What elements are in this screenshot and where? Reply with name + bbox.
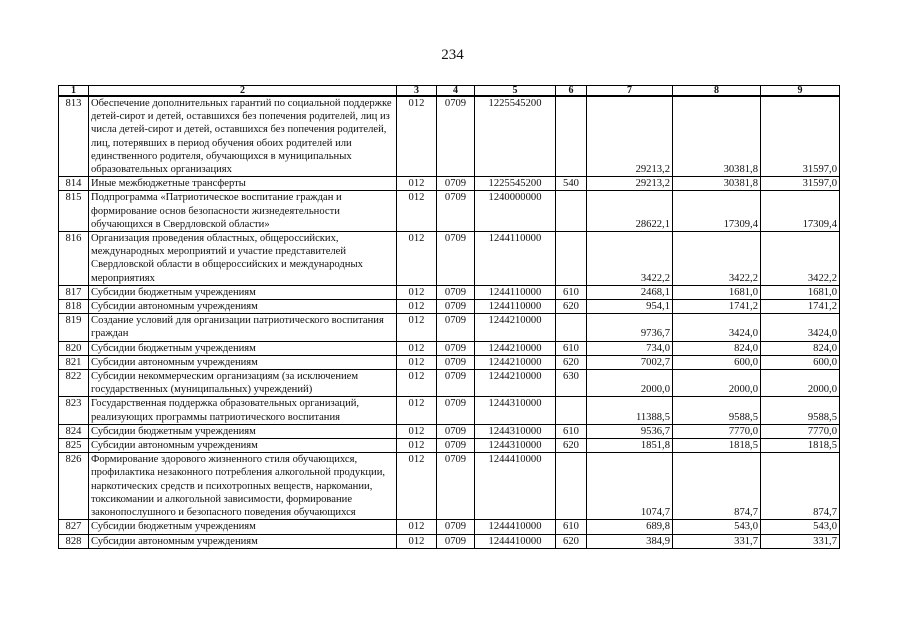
row-number: 827 [59,520,89,534]
row-expense-type [556,314,587,341]
row-number: 818 [59,300,89,314]
row-number: 820 [59,341,89,355]
row-description: Субсидии бюджетным учреждениям [89,341,397,355]
row-expense-type: 620 [556,355,587,369]
header-cell: 2 [89,86,397,97]
table-row [59,232,840,286]
row-expense-type: 610 [556,285,587,299]
row-section-code: 0709 [437,439,475,453]
row-expense-type: 630 [556,370,587,397]
header-cell: 1 [59,86,89,97]
row-amount-year2: 824,0 [673,341,761,355]
row-amount-year2: 1818,5 [673,439,761,453]
row-ministry-code: 012 [397,439,437,453]
row-target-code: 1244210000 [475,370,556,397]
table-header-row [59,86,840,97]
row-amount-year2: 600,0 [673,355,761,369]
row-number: 826 [59,453,89,520]
row-number: 815 [59,191,89,232]
row-number: 814 [59,177,89,191]
row-description: Субсидии автономным учреждениям [89,355,397,369]
table-row [59,534,840,548]
row-ministry-code: 012 [397,341,437,355]
table-row [59,300,840,314]
row-amount-year1: 689,8 [587,520,673,534]
row-ministry-code: 012 [397,520,437,534]
table-row [59,191,840,232]
header-cell: 9 [761,86,840,97]
row-expense-type [556,191,587,232]
row-description: Субсидии автономным учреждениям [89,300,397,314]
row-ministry-code: 012 [397,424,437,438]
row-ministry-code: 012 [397,397,437,424]
row-amount-year1: 3422,2 [587,232,673,286]
row-amount-year1: 1851,8 [587,439,673,453]
row-section-code: 0709 [437,520,475,534]
table-row [59,341,840,355]
row-description: Субсидии бюджетным учреждениям [89,424,397,438]
row-ministry-code: 012 [397,370,437,397]
row-number: 821 [59,355,89,369]
row-number: 813 [59,96,89,177]
row-ministry-code: 012 [397,96,437,177]
row-section-code: 0709 [437,232,475,286]
row-description: Иные межбюджетные трансферты [89,177,397,191]
row-amount-year1: 734,0 [587,341,673,355]
row-number: 819 [59,314,89,341]
row-target-code: 1244310000 [475,397,556,424]
row-amount-year2: 30381,8 [673,96,761,177]
row-section-code: 0709 [437,341,475,355]
row-expense-type [556,453,587,520]
row-number: 822 [59,370,89,397]
table-row [59,520,840,534]
row-amount-year2: 331,7 [673,534,761,548]
table-row [59,285,840,299]
row-description: Субсидии бюджетным учреждениям [89,520,397,534]
row-section-code: 0709 [437,285,475,299]
row-section-code: 0709 [437,177,475,191]
row-amount-year3: 1818,5 [761,439,840,453]
table-row [59,314,840,341]
row-number: 823 [59,397,89,424]
table-row [59,355,840,369]
table-row [59,96,840,177]
row-expense-type: 620 [556,300,587,314]
row-section-code: 0709 [437,424,475,438]
header-cell: 7 [587,86,673,97]
row-amount-year1: 29213,2 [587,177,673,191]
row-amount-year3: 600,0 [761,355,840,369]
row-description: Подпрограмма «Патриотическое воспитание граждан и формирование основ безопасности жизнедеятельности обучающихся в Свердловской области» [89,191,397,232]
row-section-code: 0709 [437,314,475,341]
row-ministry-code: 012 [397,534,437,548]
row-expense-type: 540 [556,177,587,191]
row-amount-year2: 30381,8 [673,177,761,191]
row-amount-year3: 3422,2 [761,232,840,286]
row-amount-year3: 31597,0 [761,177,840,191]
header-cell: 5 [475,86,556,97]
row-number: 824 [59,424,89,438]
row-target-code: 1240000000 [475,191,556,232]
row-amount-year1: 2468,1 [587,285,673,299]
row-target-code: 1244410000 [475,453,556,520]
row-target-code: 1244210000 [475,314,556,341]
table-row [59,370,840,397]
table-row [59,397,840,424]
row-description: Субсидии некоммерческим организациям (за исключением государственных (муниципальных) учреждений) [89,370,397,397]
table-row [59,439,840,453]
row-amount-year3: 17309,4 [761,191,840,232]
row-target-code: 1244110000 [475,300,556,314]
row-expense-type: 620 [556,534,587,548]
header-cell: 6 [556,86,587,97]
row-amount-year3: 543,0 [761,520,840,534]
row-amount-year2: 7770,0 [673,424,761,438]
row-amount-year3: 824,0 [761,341,840,355]
row-target-code: 1225545200 [475,96,556,177]
row-amount-year2: 543,0 [673,520,761,534]
row-description: Создание условий для организации патриотического воспитания граждан [89,314,397,341]
row-expense-type [556,232,587,286]
header-cell: 8 [673,86,761,97]
row-amount-year2: 2000,0 [673,370,761,397]
table-row [59,177,840,191]
row-target-code: 1244410000 [475,520,556,534]
row-ministry-code: 012 [397,300,437,314]
table-row [59,424,840,438]
row-amount-year3: 331,7 [761,534,840,548]
row-description: Обеспечение дополнительных гарантий по социальной поддержке детей-сирот и детей, оставшихся без попечения родителей, лиц из числа детей-сирот и детей, оставшихся без попечения родителей, лиц, потерявших в период обучения обоих родителей или единственного родителя, обучающихся в муниципальных образовательных организациях [89,96,397,177]
row-description: Государственная поддержка образовательных организаций, реализующих программы патриотического воспитания [89,397,397,424]
row-amount-year3: 1681,0 [761,285,840,299]
budget-table [58,85,840,549]
row-amount-year1: 11388,5 [587,397,673,424]
row-ministry-code: 012 [397,232,437,286]
row-amount-year1: 9536,7 [587,424,673,438]
table-row [59,453,840,520]
row-amount-year1: 28622,1 [587,191,673,232]
row-expense-type: 610 [556,520,587,534]
row-number: 816 [59,232,89,286]
row-amount-year1: 1074,7 [587,453,673,520]
row-amount-year1: 954,1 [587,300,673,314]
row-amount-year3: 7770,0 [761,424,840,438]
row-amount-year3: 2000,0 [761,370,840,397]
row-expense-type: 610 [556,424,587,438]
row-description: Организация проведения областных, общероссийских, международных мероприятий и участие представителей Свердловской области в общероссийских и международных мероприятиях [89,232,397,286]
row-ministry-code: 012 [397,453,437,520]
row-amount-year3: 9588,5 [761,397,840,424]
row-target-code: 1244410000 [475,534,556,548]
row-section-code: 0709 [437,453,475,520]
row-description: Субсидии бюджетным учреждениям [89,285,397,299]
row-section-code: 0709 [437,397,475,424]
header-cell: 3 [397,86,437,97]
row-expense-type: 620 [556,439,587,453]
row-section-code: 0709 [437,300,475,314]
row-ministry-code: 012 [397,355,437,369]
row-ministry-code: 012 [397,191,437,232]
row-amount-year1: 9736,7 [587,314,673,341]
row-amount-year2: 3424,0 [673,314,761,341]
row-description: Формирование здорового жизненного стиля обучающихся, профилактика незаконного потребления алкогольной продукции, наркотических средств и психотропных веществ, наркомании, токсикомании и алкогольной зависимости, формирование законопослушного и безопасного поведения обучающихся [89,453,397,520]
row-section-code: 0709 [437,191,475,232]
row-amount-year3: 31597,0 [761,96,840,177]
row-target-code: 1225545200 [475,177,556,191]
row-target-code: 1244110000 [475,285,556,299]
row-target-code: 1244210000 [475,355,556,369]
row-section-code: 0709 [437,355,475,369]
row-section-code: 0709 [437,534,475,548]
row-number: 825 [59,439,89,453]
row-amount-year1: 29213,2 [587,96,673,177]
row-amount-year1: 7002,7 [587,355,673,369]
header-cell: 4 [437,86,475,97]
row-amount-year1: 2000,0 [587,370,673,397]
row-amount-year2: 3422,2 [673,232,761,286]
row-section-code: 0709 [437,370,475,397]
row-amount-year2: 874,7 [673,453,761,520]
row-amount-year2: 9588,5 [673,397,761,424]
row-expense-type [556,96,587,177]
row-number: 828 [59,534,89,548]
row-ministry-code: 012 [397,285,437,299]
row-section-code: 0709 [437,96,475,177]
row-expense-type: 610 [556,341,587,355]
row-ministry-code: 012 [397,314,437,341]
row-ministry-code: 012 [397,177,437,191]
row-description: Субсидии автономным учреждениям [89,534,397,548]
row-target-code: 1244210000 [475,341,556,355]
row-amount-year2: 17309,4 [673,191,761,232]
row-amount-year1: 384,9 [587,534,673,548]
row-target-code: 1244310000 [475,439,556,453]
row-number: 817 [59,285,89,299]
row-amount-year3: 874,7 [761,453,840,520]
row-target-code: 1244110000 [475,232,556,286]
page-number: 234 [441,47,464,63]
row-amount-year3: 1741,2 [761,300,840,314]
row-amount-year3: 3424,0 [761,314,840,341]
row-amount-year2: 1681,0 [673,285,761,299]
row-target-code: 1244310000 [475,424,556,438]
row-description: Субсидии автономным учреждениям [89,439,397,453]
row-amount-year2: 1741,2 [673,300,761,314]
row-expense-type [556,397,587,424]
